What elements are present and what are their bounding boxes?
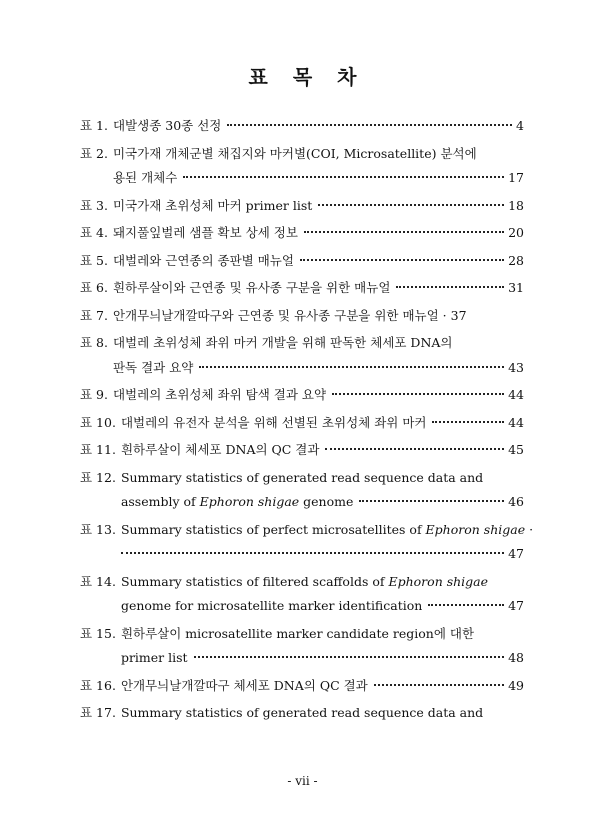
- page-number-footer: - vii -: [287, 774, 318, 788]
- toc-entry[interactable]: [80, 518, 534, 567]
- toc-entry-number: 표 8.: [80, 335, 108, 350]
- toc-entry-title: 흰하루살이 microsatellite marker candidate region에 대한: [120, 625, 475, 641]
- dot-leader: [300, 259, 504, 261]
- toc-entry[interactable]: [80, 221, 524, 246]
- toc-entry-title: Summary statistics of generated read sequence data and: [120, 469, 484, 485]
- toc-entry-title: 대벌레 초위성체 좌위 마커 개발을 위해 판독한 체세포 DNA의: [112, 335, 453, 350]
- dot-leader: [325, 448, 504, 450]
- species-name: Ephoron shigae: [199, 494, 300, 509]
- toc-entry-number: 표 12.: [80, 469, 116, 485]
- dot-leader: [374, 684, 504, 686]
- toc-entry[interactable]: [80, 114, 524, 139]
- toc-entry[interactable]: [80, 466, 524, 515]
- toc-entry-page: 44: [508, 414, 524, 430]
- toc-entry-page: 48: [508, 650, 524, 665]
- toc-entry-title: Summary statistics of generated read sequence data and: [120, 705, 484, 720]
- toc-entry-title: 대벌레와 근연종의 종판별 매뉴얼: [112, 252, 294, 268]
- table-of-contents: [80, 114, 534, 729]
- toc-entry-page: 18: [508, 197, 524, 213]
- toc-entry-title-continued: assembly of Ephoron shigae genome: [120, 494, 354, 509]
- toc-entry-page: 47: [508, 546, 524, 561]
- toc-entry-title-continued: 판독 결과 요약: [112, 359, 194, 375]
- species-name: Ephoron shigae: [425, 521, 526, 537]
- toc-entry[interactable]: [80, 570, 524, 619]
- toc-entry-title: 대벌레의 초위성체 좌위 탐색 결과 요약: [112, 387, 327, 402]
- toc-entry[interactable]: [80, 194, 524, 219]
- toc-entry-number: 표 16.: [80, 677, 116, 693]
- toc-entry-title-continued: genome for microsatellite marker identification: [120, 598, 423, 613]
- toc-entry-page: 43: [508, 359, 524, 375]
- toc-entry-title: 안개무늬날개깔따구 체세포 DNA의 QC 결과: [120, 677, 368, 693]
- toc-entry-page: 4: [516, 118, 524, 133]
- toc-entry-title: 돼지풀잎벌레 샘플 확보 상세 정보: [112, 225, 298, 240]
- dot-leader: [121, 552, 504, 554]
- toc-entry-number: 표 3.: [80, 197, 108, 213]
- toc-entry-number: 표 6.: [80, 280, 108, 295]
- dot-leader: [194, 656, 505, 658]
- toc-entry[interactable]: [80, 411, 524, 436]
- toc-entry[interactable]: [80, 331, 524, 380]
- toc-entry-number: 표 1.: [80, 118, 108, 133]
- toc-entry-page: 20: [508, 225, 524, 240]
- toc-entry-number: 표 13.: [80, 521, 116, 537]
- toc-entry[interactable]: [80, 249, 524, 274]
- toc-entry-title: 대발생종 30종 선정: [112, 118, 222, 133]
- toc-entry-title: 흰하루살이 체세포 DNA의 QC 결과: [120, 442, 320, 457]
- toc-entry-number: 표 14.: [80, 573, 116, 589]
- toc-entry-title: 흰하루살이와 근연종 및 유사종 구분을 위한 매뉴얼: [112, 280, 391, 295]
- dot-leader: [359, 500, 504, 502]
- toc-entry[interactable]: [80, 701, 524, 726]
- dot-leader: [432, 421, 504, 423]
- toc-entry-title: 안개무늬날개깔따구와 근연종 및 유사종 구분을 위한 매뉴얼 ·: [112, 307, 447, 323]
- toc-entry-page: 37: [450, 307, 467, 323]
- toc-entry-title-continued: primer list: [120, 650, 188, 665]
- dot-leader: [199, 366, 504, 368]
- toc-entry[interactable]: [80, 304, 524, 329]
- toc-entry[interactable]: [80, 142, 524, 191]
- toc-entry-title: Summary statistics of perfect microsatellites of Ephoron shigae ·: [120, 521, 534, 537]
- toc-entry-page: 28: [508, 252, 524, 268]
- dot-leader: [396, 286, 504, 288]
- toc-entry-number: 표 17.: [80, 705, 116, 720]
- toc-entry[interactable]: [80, 383, 524, 408]
- dot-leader: [304, 231, 504, 233]
- toc-entry-page: 44: [508, 387, 524, 402]
- toc-entry-page: 17: [508, 170, 524, 185]
- toc-entry-page: 46: [508, 494, 524, 509]
- toc-entry-page: 47: [508, 598, 524, 613]
- toc-entry-number: 표 5.: [80, 252, 108, 268]
- toc-entry-number: 표 9.: [80, 387, 108, 402]
- toc-entry[interactable]: [80, 276, 524, 301]
- page-title: 표 목 차: [248, 65, 366, 89]
- toc-entry-page: 49: [508, 677, 524, 693]
- toc-entry-page: 31: [508, 280, 524, 295]
- toc-entry-title: 미국가재 개체군별 채집지와 마커별(COI, Microsatellite) 분석에: [112, 145, 477, 161]
- toc-entry[interactable]: [80, 674, 524, 699]
- dot-leader: [332, 393, 504, 395]
- dot-leader: [428, 604, 504, 606]
- toc-entry-title: 미국가재 초위성체 마커 primer list: [112, 197, 313, 213]
- toc-entry-page: 45: [508, 442, 524, 457]
- toc-entry-number: 표 2.: [80, 145, 108, 161]
- toc-entry[interactable]: [80, 438, 524, 463]
- toc-entry-number: 표 10.: [80, 414, 116, 430]
- toc-entry-title: Summary statistics of filtered scaffolds of Ephoron shigae: [120, 573, 489, 589]
- toc-entry-number: 표 11.: [80, 442, 116, 457]
- toc-entry-title: 대벌레의 유전자 분석을 위해 선별된 초위성체 좌위 마커: [120, 414, 427, 430]
- dot-leader: [183, 176, 504, 178]
- toc-entry-number: 표 7.: [80, 307, 108, 323]
- toc-entry-number: 표 4.: [80, 225, 108, 240]
- dot-leader: [227, 124, 512, 126]
- species-name: Ephoron shigae: [388, 573, 489, 589]
- dot-leader: [318, 204, 504, 206]
- toc-entry-title-continued: 용된 개체수: [112, 170, 178, 185]
- toc-entry[interactable]: [80, 622, 524, 671]
- toc-entry-number: 표 15.: [80, 625, 116, 641]
